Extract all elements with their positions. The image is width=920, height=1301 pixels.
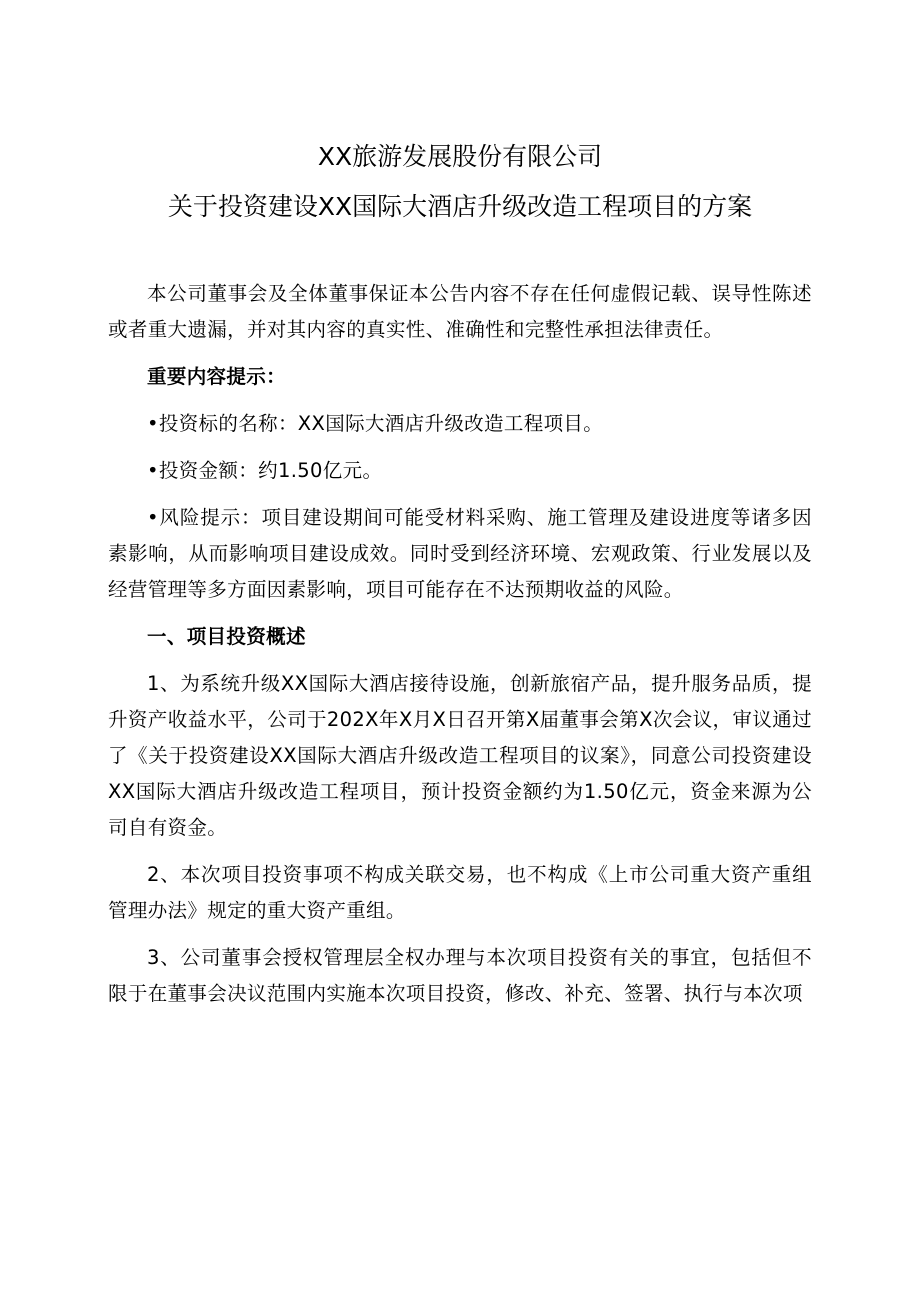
bullet-risk-notice: •风险提示：项目建设期间可能受材料采购、施工管理及建设进度等诸多因素影响，从而影响项目建设成效。同时受到经济环境、宏观政策、行业发展以及经营管理等多方面因素影响，项目可能存在不达预期收益的风险。: [108, 506, 812, 601]
overview-item-1: 1、为系统升级XX国际大酒店接待设施，创新旅宿产品，提升服务品质，提升资产收益水平，公司于202X年X月X日召开第X届董事会第X次会议，审议通过了《关于投资建设XX国际大酒店升级改造工程项目的议案》，同意公司投资建设XX国际大酒店升级改造工程项目，预计投资金额约为1.50亿元，资金来源为公司自有资金。: [108, 672, 812, 839]
company-name-title: XX旅游发展股份有限公司: [317, 142, 603, 171]
bullet-investment-target: •投资标的名称：XX国际大酒店升级改造工程项目。: [147, 412, 604, 435]
document-body: [108, 276, 812, 1023]
disclaimer-paragraph: 本公司董事会及全体董事保证本公告内容不存在任何虚假记载、误导性陈述或者重大遗漏，并对其内容的真实性、准确性和完整性承担法律责任。: [108, 282, 812, 341]
overview-item-2: 2、本次项目投资事项不构成关联交易，也不构成《上市公司重大资产重组管理办法》规定的重大资产重组。: [108, 863, 812, 922]
highlights-heading: 重要内容提示：: [147, 365, 286, 388]
document-title: [0, 132, 920, 232]
overview-item-3: 3、公司董事会授权管理层全权办理与本次项目投资有关的事宜，包括但不限于在董事会决议范围内实施本次项目投资，修改、补充、签署、执行与本次项: [108, 946, 812, 1005]
announcement-title: 关于投资建设XX国际大酒店升级改造工程项目的方案: [167, 192, 753, 221]
bullet-investment-amount: •投资金额：约1.50亿元。: [147, 459, 383, 482]
section-heading-overview: 一、项目投资概述: [147, 625, 306, 648]
